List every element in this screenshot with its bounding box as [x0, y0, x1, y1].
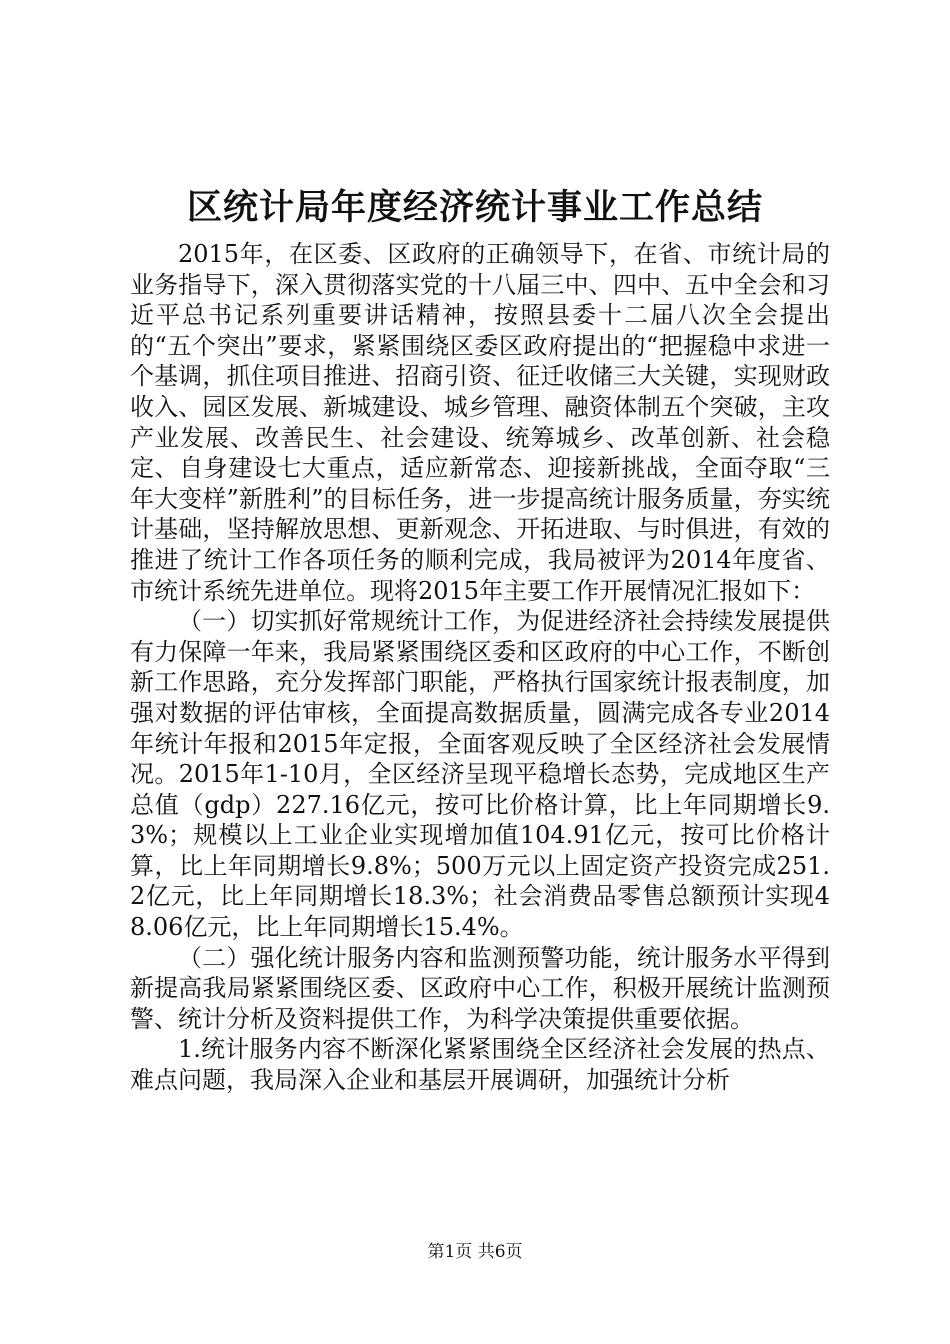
paragraph-intro: 2015年，在区委、区政府的正确领导下，在省、市统计局的业务指导下，深入贯彻落实党的十八届三中、四中、五中全会和习近平总书记系列重要讲话精神，按照县委十二届八次全会提出的“五个突出”要求，紧紧围绕区委区政府提出的“把握稳中求进一个基调，抓住项目推进、招商引资、征迁收储三大关键，实现财政收入、园区发展、新城建设、城乡管理、融资体制五个突破，主攻产业发展、改善民生、社会建设、统筹城乡、改革创新、社会稳定、自身建设七大重点，适应新常态、迎接新挑战，全面夺取“三年大变样”新胜利”的目标任务，进一步提高统计服务质量，夯实统计基础，坚持解放思想、更新观念、开拓进取、与时俱进，有效的推进了统计工作各项任务的顺利完成，我局被评为2014年度省、市统计系统先进单位。现将2015年主要工作开展情况汇报如下：: [130, 240, 830, 605]
paragraph-item-1: 1.统计服务内容不断深化紧紧围绕全区经济社会发展的热点、难点问题，我局深入企业和基层开展调研，加强统计分析: [130, 1035, 830, 1095]
page-footer: 第1页 共6页: [427, 1242, 523, 1262]
paragraph-section-1: （一）切实抓好常规统计工作，为促进经济社会持续发展提供有力保障一年来，我局紧紧围绕区委和区政府的中心工作，不断创新工作思路，充分发挥部门职能，严格执行国家统计报表制度，加强对数据的评估审核，全面提高数据质量，圆满完成各专业2014年统计年报和2015年定报，全面客观反映了全区经济社会发展情况。2015年1-10月，全区经济呈现平稳增长态势，完成地区生产总值（gdp）227.16亿元，按可比价格计算，比上年同期增长9.3%；规模以上工业企业实现增加值104.91亿元，按可比价格计算，比上年同期增长9.8%；500万元以上固定资产投资完成251.2亿元，比上年同期增长18.3%；社会消费品零售总额预计实现48.06亿元，比上年同期增长15.4%。: [130, 607, 830, 942]
document-body: [130, 239, 830, 1096]
paragraph-section-2: （二）强化统计服务内容和监测预警功能，统计服务水平得到新提高我局紧紧围绕区委、区政府中心工作，积极开展统计监测预警、统计分析及资料提供工作，为科学决策提供重要依据。: [130, 943, 830, 1033]
document-title: 区统计局年度经济统计事业工作总结: [186, 187, 763, 228]
